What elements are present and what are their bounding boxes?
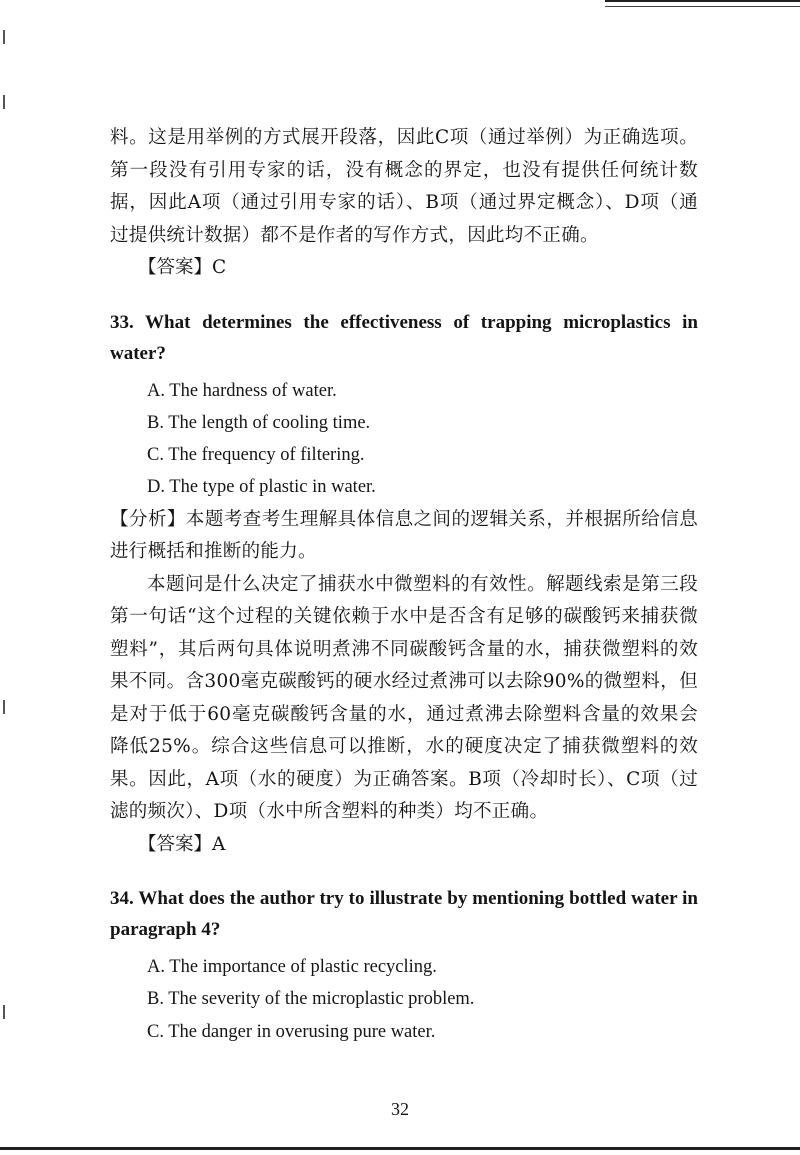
question-33: 33. What determines the effectiveness of trapping microplastics in water? [110,311,698,364]
option-33-d: D. The type of plastic in water. [147,477,376,498]
question-34: 34. What does the author try to illustrate by mentioning bottled water in paragraph 4? [110,888,698,941]
page-number: 32 [391,1099,409,1119]
left-margin-mark [3,700,5,714]
option-34-c: C. The danger in overusing pure water. [147,1021,436,1042]
left-margin-mark [3,30,5,44]
answer-32: 【答案】C [138,257,227,278]
analysis-33: 【分析】本题考查考生理解具体信息之间的逻辑关系，并根据所给信息进行概括和推断的能力。 [110,508,698,563]
left-margin-mark [3,1005,5,1019]
top-rule [605,0,800,2]
option-33-c: C. The frequency of filtering. [147,445,365,466]
option-34-b: B. The severity of the microplastic problem. [147,989,475,1010]
left-margin-mark [3,95,5,109]
option-33-a: A. The hardness of water. [147,380,337,401]
page-content [110,122,698,1048]
explanation-33: 本题问是什么决定了捕获水中微塑料的有效性。解题线索是第三段第一句话“这个过程的关键依赖于水中是否含有足够的碳酸钙来捕获微塑料”，其后两句具体说明煮沸不同碳酸钙含量的水，捕获微塑料的效果不同。含300毫克碳酸钙的硬水经过煮沸可以去除90%的微塑料，但是对于低于60毫克碳酸钙含量的水，通过煮沸去除塑料含量的效果会降低25%。综合这些信息可以推断，水的硬度决定了捕获微塑料的效果。因此，A项（水的硬度）为正确答案。B项（冷却时长）、C项（过滤的频次）、D项（水中所含塑料的种类）均不正确。 [110,573,698,823]
paragraph-continued: 料。这是用举例的方式展开段落，因此C项（通过举例）为正确选项。第一段没有引用专家的话，没有概念的界定，也没有提供任何统计数据，因此A项（通过引用专家的话）、B项（通过界定概念）、D项（通过提供统计数据）都不是作者的写作方式，因此均不正确。 [110,127,698,246]
option-33-b: B. The length of cooling time. [147,412,371,433]
answer-33: 【答案】A [138,833,226,855]
top-rule-secondary [605,6,800,7]
option-34-a: A. The importance of plastic recycling. [147,957,437,978]
bottom-rule [0,1147,800,1150]
